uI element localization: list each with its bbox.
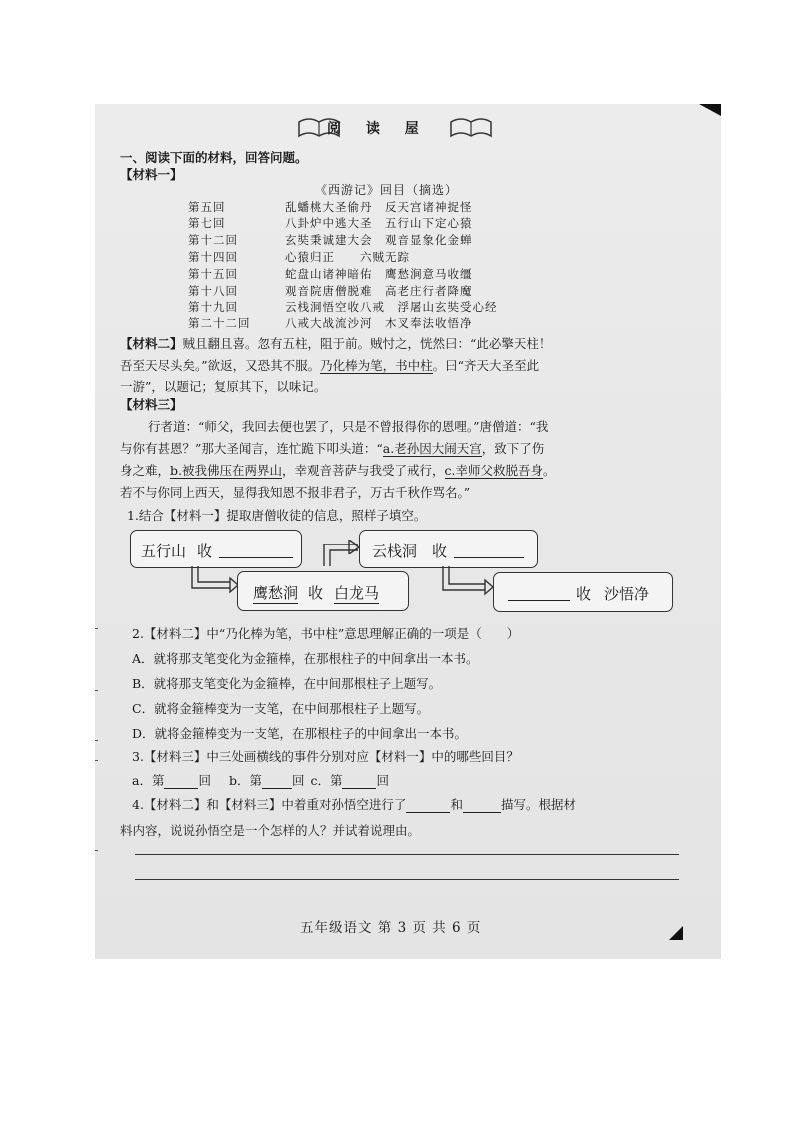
option-c[interactable]: C．就将金箍棒变为一支笔，在中间那根柱子上题写。: [132, 701, 430, 716]
chapter-number: 第十九回: [188, 300, 238, 314]
material1-title: 《西游记》回目（摘选）: [315, 183, 459, 197]
material2-line: 一游”，以题记；复原其下，以味记。: [120, 379, 327, 394]
material3-line: 行者道：“师父，我回去便也罢了，只是不曾报得你的恩哩。”唐僧道：“我: [148, 419, 549, 434]
page-title: 阅 读 屋: [327, 121, 429, 137]
material3-line: 若不与你同上西天，显得我知恩不报非君子，万古千秋作骂名。”: [120, 485, 471, 500]
margin-mark: [95, 690, 98, 691]
option-a[interactable]: A．就将那支笔变化为金箍棒，在那根柱子的中间拿出一本书。: [132, 651, 479, 666]
chapter-number: 第五回: [188, 200, 226, 214]
margin-mark: [95, 850, 98, 851]
flow-box-liushahe: 收 沙悟净: [493, 572, 673, 612]
chapter-title: 乱蟠桃大圣偷丹 反天宫诸神捉怪: [285, 200, 473, 214]
scanned-page: [95, 104, 721, 959]
chapter-title: 八戒大战流沙河 木叉奉法收悟净: [285, 316, 473, 330]
underlined-phrase: 乃化棒为笔，书中柱: [320, 358, 433, 373]
question-3-blanks: a．第 回 b．第 回 c．第 回: [132, 773, 389, 788]
chapter-number: 第十二回: [188, 233, 238, 247]
material1-label: 【材料一】: [120, 167, 183, 182]
chapter-number: 第二十二回: [188, 316, 251, 330]
underlined-event: a.老孙因大闹天宫: [382, 441, 482, 456]
answer-blank[interactable]: [342, 773, 376, 789]
chapter-number: 第七回: [188, 216, 226, 230]
answer-blank[interactable]: [164, 773, 198, 789]
answer-line[interactable]: [135, 854, 679, 855]
flow-box-yingchoujian: 鹰愁涧 收 白龙马: [237, 571, 409, 611]
corner-mark-bottom: [669, 926, 683, 940]
corner-mark-top: [699, 104, 721, 116]
question-4: 4.【材料二】和【材料三】中着重对孙悟空进行了 和 描写。根据材: [132, 797, 576, 812]
flow-box-yunzhandong: 云栈洞 收: [359, 530, 538, 568]
chapter-title: 玄奘秉诚建大会 观音显象化金蝉: [285, 233, 473, 247]
flow-box-wuxingshan: 五行山 收: [130, 530, 302, 568]
section-heading: 一、阅读下面的材料，回答问题。: [120, 150, 308, 165]
answer-blank[interactable]: [406, 797, 450, 813]
question-4-continued: 料内容，说说孙悟空是一个怎样的人？并试着说理由。: [120, 823, 421, 838]
material2-line: 【材料二】贼且翻且喜。忽有五柱，阻于前。贼忖之，恍然曰：“此必擎天柱！: [120, 336, 552, 351]
margin-mark: [95, 740, 98, 741]
chapter-title: 观音院唐僧脱难 高老庄行者降魔: [285, 284, 473, 298]
option-b[interactable]: B．就将那支笔变化为金箍棒，在中间那根柱子上题写。: [132, 676, 442, 691]
chapter-title: 心猿归正 六贼无踪: [285, 250, 410, 264]
chapter-number: 第十五回: [188, 267, 238, 281]
material3-line: 与你有甚恩？”那大圣闻言，连忙跪下叩头道：“a.老孙因大闹天宫，致下了伤: [120, 441, 545, 456]
material3-line: 身之难，b.被我佛压在两界山，幸观音菩萨与我受了戒行，c.幸师父救脱吾身。: [120, 463, 556, 478]
question-1: 1.结合【材料一】提取唐僧收徒的信息，照样子填空。: [127, 508, 427, 523]
answer-blank[interactable]: [463, 797, 501, 813]
open-book-icon: [447, 114, 495, 140]
chapter-number: 第十八回: [188, 284, 238, 298]
page-footer: 五年级语文 第 3 页 共 6 页: [300, 920, 482, 936]
question-3: 3.【材料三】中三处画横线的事件分别对应【材料一】中的哪些回目？: [132, 749, 519, 764]
question-2: 2.【材料二】中“乃化棒为笔，书中柱”意思理解正确的一项是（ ）: [132, 626, 520, 641]
flow-arrow-right: [441, 566, 497, 602]
answer-blank[interactable]: [262, 773, 292, 789]
chapter-title: 蛇盘山诸神暗佑 鹰愁涧意马收缰: [285, 267, 473, 281]
material2-label: 【材料二】: [120, 336, 183, 351]
material2-line: 吾至天尽头矣。”欲返，又恐其不服。乃化棒为笔，书中柱。曰“齐天大圣至此: [120, 358, 540, 373]
material3-label: 【材料三】: [120, 397, 183, 412]
answer-blank[interactable]: [508, 584, 570, 601]
option-d[interactable]: D．就将金箍棒变为一支笔，在那根柱子的中间拿出一本书。: [132, 726, 468, 741]
margin-mark: [95, 628, 98, 629]
chapter-title: 八卦炉中逃大圣 五行山下定心猿: [285, 216, 473, 230]
chapter-title: 云栈洞悟空收八戒 浮屠山玄奘受心经: [285, 300, 498, 314]
answer-blank[interactable]: [454, 541, 524, 558]
answer-line[interactable]: [135, 879, 679, 880]
underlined-event: c.幸师父救脱吾身: [444, 463, 543, 478]
margin-mark: [95, 760, 98, 761]
chapter-number: 第十四回: [188, 250, 238, 264]
underlined-event: b.被我佛压在两界山: [170, 463, 282, 478]
